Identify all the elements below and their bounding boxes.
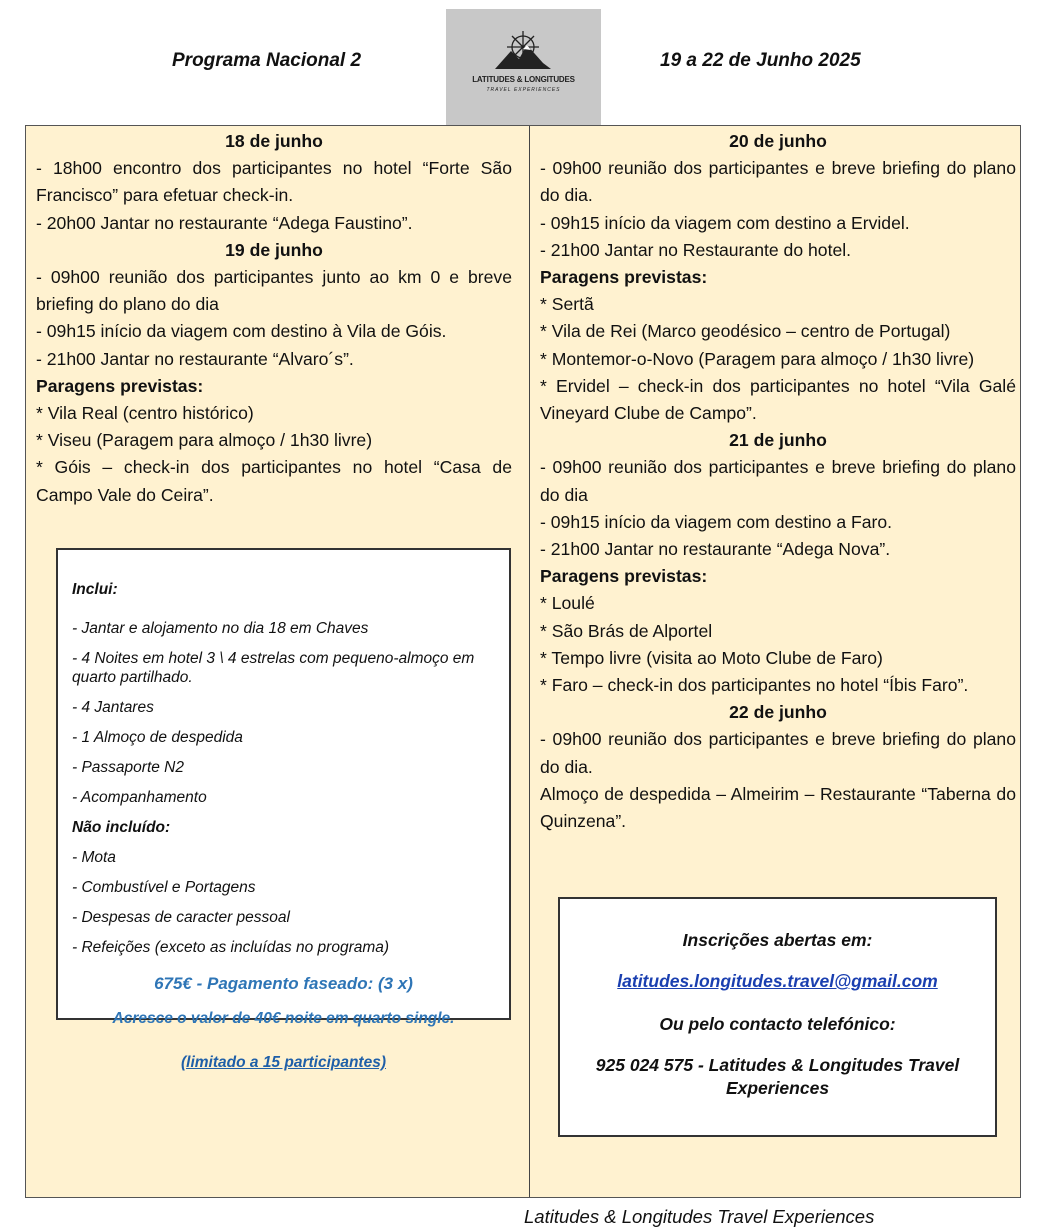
stop-item: * São Brás de Alportel [540, 620, 713, 641]
program-title: Programa Nacional 2 [172, 50, 362, 71]
stop-item: * Vila de Rei (Marco geodésico – centro de Portugal) [540, 321, 951, 342]
included-item: - 4 Jantares [72, 699, 154, 716]
itinerary-line: - 09h00 reunião dos participantes junto ao km 0 e breve briefing do plano do dia [36, 267, 512, 315]
stops-heading: Paragens previstas: [540, 566, 708, 587]
itinerary-line: - 09h00 reunião dos participantes e breve briefing do plano do dia. [540, 729, 1016, 777]
not-included-heading: Não incluído: [72, 819, 171, 836]
stop-item: * Ervidel – check-in dos participantes no hotel “Vila Galé Vineyard Clube de Campo”. [540, 375, 1016, 424]
stop-item: * Vila Real (centro histórico) [36, 403, 254, 424]
logo [446, 9, 601, 125]
stops-heading: Paragens previstas: [540, 267, 708, 288]
itinerary-line: - 21h00 Jantar no restaurante “Adega Nova”. [540, 539, 891, 560]
not-included-item: - Refeições (exceto as incluídas no programa) [72, 939, 390, 956]
single-room-note: Acresce o valor de 40€ noite em quarto single. [112, 1010, 455, 1027]
stop-item: * Góis – check-in dos participantes no hotel “Casa de Campo Vale do Ceira”. [36, 457, 512, 505]
itinerary-line: - 09h00 reunião dos participantes e breve briefing do plano do dia [540, 457, 1016, 505]
price-text: 675€ - Pagamento faseado: (3 x) [154, 974, 413, 993]
includes-heading: Inclui: [72, 581, 118, 598]
logo-text: LATITUDES & LONGITUDES [472, 75, 575, 84]
stop-item: * Viseu (Paragem para almoço / 1h30 livre) [36, 430, 373, 451]
itinerary-line: - 09h15 início da viagem com destino a Ervidel. [540, 212, 910, 233]
itinerary-line: - 21h00 Jantar no Restaurante do hotel. [540, 239, 852, 260]
included-item: - Acompanhamento [72, 789, 207, 806]
included-item: - Passaporte N2 [72, 759, 184, 776]
included-item: - Jantar e alojamento no dia 18 em Chaves [72, 620, 369, 637]
stops-heading: Paragens previstas: [36, 375, 204, 396]
itinerary-line: Almoço de despedida – Almeirim – Restaurante “Taberna do Quinzena”. [540, 783, 1016, 832]
program-dates: 19 a 22 de Junho 2025 [660, 50, 861, 71]
participant-limit-link[interactable]: (limitado a 15 participantes) [181, 1054, 386, 1071]
mountain-compass-icon [493, 29, 553, 73]
footer-text: Latitudes & Longitudes Travel Experiences [524, 1206, 875, 1227]
stop-item: * Loulé [540, 593, 595, 614]
itinerary-line: - 18h00 encontro dos participantes no hotel “Forte São Francisco” para efetuar check-in. [36, 158, 512, 206]
phone-contact: 925 024 575 - Latitudes & Longitudes Travel Experiences [595, 1055, 960, 1098]
not-included-item: - Despesas de caracter pessoal [72, 909, 290, 926]
stop-item: * Tempo livre (visita ao Moto Clube de Faro) [540, 647, 883, 668]
day-heading: 22 de junho [729, 702, 827, 723]
stop-item: * Sertã [540, 294, 594, 315]
email-link[interactable]: latitudes.longitudes.travel@gmail.com [617, 971, 938, 991]
stop-item: * Faro – check-in dos participantes no hotel “Íbis Faro”. [540, 675, 969, 696]
logo-subtext: TRAVEL EXPERIENCES [486, 87, 561, 93]
includes-box [56, 548, 511, 1071]
day-heading: 19 de junho [225, 239, 323, 260]
included-item: - 4 Noites em hotel 3 \ 4 estrelas com pequeno-almoço em quarto partilhado. [72, 650, 475, 686]
included-item: - 1 Almoço de despedida [72, 729, 243, 746]
itinerary-line: - 20h00 Jantar no restaurante “Adega Faustino”. [36, 212, 413, 233]
column-divider [529, 126, 530, 1197]
right-column [540, 128, 1016, 835]
day-heading: 21 de junho [729, 430, 827, 451]
itinerary-frame [25, 125, 1021, 1198]
itinerary-line: - 21h00 Jantar no restaurante “Alvaro´s”. [36, 348, 354, 369]
not-included-item: - Mota [72, 849, 116, 866]
stop-item: * Montemor-o-Novo (Paragem para almoço / 1h30 livre) [540, 348, 975, 369]
not-included-item: - Combustível e Portagens [72, 879, 256, 896]
contact-box [558, 897, 997, 1137]
phone-heading: Ou pelo contacto telefónico: [659, 1014, 896, 1034]
left-column [36, 128, 512, 509]
itinerary-line: - 09h15 início da viagem com destino a Faro. [540, 511, 893, 532]
itinerary-line: - 09h00 reunião dos participantes e breve briefing do plano do dia. [540, 158, 1016, 206]
registration-heading: Inscrições abertas em: [682, 930, 873, 950]
itinerary-line: - 09h15 início da viagem com destino à Vila de Góis. [36, 321, 447, 342]
day-heading: 18 de junho [225, 131, 323, 151]
day-heading: 20 de junho [729, 131, 827, 151]
